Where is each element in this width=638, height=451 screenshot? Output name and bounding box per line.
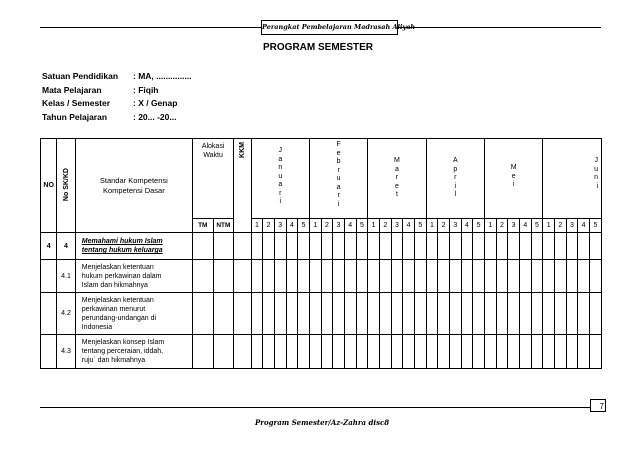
empty-cell xyxy=(234,233,251,260)
empty-cell xyxy=(356,293,368,335)
week-number: 2 xyxy=(554,219,566,233)
empty-cell xyxy=(566,260,578,293)
empty-cell xyxy=(321,335,333,369)
empty-cell xyxy=(438,260,450,293)
col-tm-label: TM xyxy=(198,222,208,229)
week-number: 1 xyxy=(543,219,555,233)
week-number: 5 xyxy=(531,219,543,233)
info-label: Mata Pelajaran xyxy=(42,84,102,95)
week-number: 4 xyxy=(578,219,590,233)
empty-cell xyxy=(368,293,380,335)
empty-cell xyxy=(286,233,298,260)
cell-competency xyxy=(75,233,192,260)
month-name xyxy=(427,157,484,200)
col-kkm-label: KKM xyxy=(238,142,246,158)
empty-cell xyxy=(589,293,601,335)
empty-cell xyxy=(554,293,566,335)
col-alokasi-label-1: Alokasi xyxy=(201,143,225,150)
cell-sk: 4 xyxy=(57,233,75,260)
col-kkm-header xyxy=(234,139,251,233)
month-name xyxy=(485,164,542,190)
month-letter: n xyxy=(278,164,283,171)
table-row xyxy=(41,233,602,260)
competency-line: tentang perceraian, iddah, xyxy=(81,348,164,355)
week-number: 1 xyxy=(484,219,496,233)
empty-cell xyxy=(473,293,485,335)
col-sk-label: No SK/KD xyxy=(62,167,70,202)
empty-cell xyxy=(356,260,368,293)
empty-cell xyxy=(333,293,345,335)
header-banner: Perangkat Pembelajaran Madrasah Aliyah xyxy=(261,20,398,35)
month-letter: i xyxy=(596,182,598,190)
month-letter: r xyxy=(454,174,457,181)
cell-no xyxy=(41,293,57,335)
empty-cell xyxy=(309,293,321,335)
footer-text: Program Semester/Az-Zahra disc8 xyxy=(255,418,390,427)
month-letter: a xyxy=(278,181,283,188)
week-number: 5 xyxy=(298,219,310,233)
empty-cell xyxy=(321,260,333,293)
empty-cell xyxy=(263,233,275,260)
col-alokasi-label-2: Waktu xyxy=(203,152,223,159)
empty-cell xyxy=(263,260,275,293)
info-block xyxy=(42,70,192,124)
empty-cell xyxy=(356,335,368,369)
empty-cell xyxy=(543,260,555,293)
month-name xyxy=(543,157,601,191)
week-number: 3 xyxy=(274,219,286,233)
empty-cell xyxy=(543,335,555,369)
empty-cell xyxy=(414,293,426,335)
month-letter: a xyxy=(278,155,283,163)
week-number: 2 xyxy=(263,219,275,233)
empty-cell xyxy=(403,335,415,369)
week-number: 1 xyxy=(368,219,380,233)
empty-cell xyxy=(566,233,578,260)
week-number: 2 xyxy=(496,219,508,233)
empty-cell xyxy=(508,260,520,293)
empty-cell xyxy=(379,293,391,335)
empty-cell xyxy=(426,293,438,335)
week-number: 1 xyxy=(251,219,263,233)
cell-no xyxy=(41,335,57,369)
info-row-kelas xyxy=(42,97,192,111)
empty-cell xyxy=(234,260,251,293)
month-header xyxy=(543,139,602,219)
empty-cell xyxy=(554,233,566,260)
col-standar-label-1: Standar Kompetensi xyxy=(99,175,168,185)
empty-cell xyxy=(234,335,251,369)
empty-cell xyxy=(508,233,520,260)
empty-cell xyxy=(391,335,403,369)
empty-cell xyxy=(286,260,298,293)
empty-cell xyxy=(274,335,286,369)
empty-cell xyxy=(543,233,555,260)
month-letter: M xyxy=(394,157,400,164)
empty-cell xyxy=(438,335,450,369)
cell-no: 4 xyxy=(41,233,57,260)
empty-cell xyxy=(496,335,508,369)
empty-cell xyxy=(251,260,263,293)
col-no-header xyxy=(41,139,57,233)
empty-cell xyxy=(263,293,275,335)
empty-cell xyxy=(566,335,578,369)
month-letter: A xyxy=(452,157,458,164)
empty-cell xyxy=(589,233,601,260)
month-letter: u xyxy=(336,175,341,182)
empty-cell xyxy=(344,260,356,293)
empty-cell xyxy=(531,233,543,260)
col-ntm-header xyxy=(213,219,234,233)
empty-cell xyxy=(321,233,333,260)
week-number: 4 xyxy=(403,219,415,233)
competency-line: Memahami hukum Islam xyxy=(81,238,163,245)
empty-cell xyxy=(274,293,286,335)
month-letter: l xyxy=(454,191,457,198)
empty-cell xyxy=(368,233,380,260)
empty-cell xyxy=(251,293,263,335)
empty-cell xyxy=(403,260,415,293)
col-standar-header xyxy=(75,139,192,233)
empty-cell xyxy=(426,260,438,293)
info-value: : MA, ............... xyxy=(133,71,192,81)
info-row-tahun xyxy=(42,111,192,125)
footer-rule xyxy=(40,407,600,408)
week-number: 2 xyxy=(321,219,333,233)
month-letter: r xyxy=(395,174,399,181)
empty-cell xyxy=(554,335,566,369)
empty-cell xyxy=(414,260,426,293)
empty-cell xyxy=(473,260,485,293)
col-alokasi-header xyxy=(192,139,233,219)
week-number: 4 xyxy=(344,219,356,233)
empty-cell xyxy=(496,260,508,293)
empty-cell xyxy=(379,233,391,260)
empty-cell xyxy=(519,335,531,369)
empty-cell xyxy=(461,335,473,369)
empty-cell xyxy=(508,293,520,335)
empty-cell xyxy=(333,233,345,260)
month-letter: b xyxy=(336,158,341,165)
col-sk-header xyxy=(57,139,75,233)
empty-cell xyxy=(213,335,234,369)
empty-cell xyxy=(414,233,426,260)
week-number: 3 xyxy=(391,219,403,233)
empty-cell xyxy=(213,260,234,293)
month-letter: F xyxy=(336,141,341,148)
competency-line: perkawinan menurut xyxy=(81,305,146,313)
month-letter: M xyxy=(510,164,517,171)
month-letter: a xyxy=(336,183,341,191)
month-letter: r xyxy=(337,192,340,199)
empty-cell xyxy=(461,293,473,335)
month-letter: t xyxy=(395,191,398,198)
empty-cell xyxy=(473,233,485,260)
col-tm-header xyxy=(192,219,213,233)
empty-cell xyxy=(286,293,298,335)
empty-cell xyxy=(484,293,496,335)
empty-cell xyxy=(519,260,531,293)
empty-cell xyxy=(589,335,601,369)
competency-line: perundang-undangan di xyxy=(81,314,157,322)
empty-cell xyxy=(484,260,496,293)
week-number: 4 xyxy=(461,219,473,233)
competency-line: Menjelaskan ketentuan xyxy=(81,263,154,271)
competency-line: ruju` dan hikmahnya xyxy=(81,357,146,364)
empty-cell xyxy=(251,233,263,260)
competency-line: Menjelaskan konsep Islam xyxy=(81,339,165,346)
empty-cell xyxy=(461,233,473,260)
program-semester-table xyxy=(40,138,602,369)
table-row xyxy=(41,293,602,335)
info-label: Satuan Pendidikan xyxy=(42,71,119,81)
empty-cell xyxy=(192,233,213,260)
info-value: : Fiqih xyxy=(133,84,159,95)
week-number: 2 xyxy=(438,219,450,233)
cell-competency xyxy=(75,335,192,369)
empty-cell xyxy=(309,233,321,260)
week-number: 5 xyxy=(414,219,426,233)
empty-cell xyxy=(426,335,438,369)
empty-cell xyxy=(426,233,438,260)
info-value: : X / Genap xyxy=(133,98,178,108)
empty-cell xyxy=(213,233,234,260)
month-header xyxy=(309,139,367,219)
empty-cell xyxy=(344,293,356,335)
week-number: 1 xyxy=(426,219,438,233)
cell-sk: 4.3 xyxy=(57,335,75,369)
month-letter: i xyxy=(279,198,282,205)
month-letter: r xyxy=(279,189,282,197)
week-number: 3 xyxy=(566,219,578,233)
empty-cell xyxy=(368,335,380,369)
empty-cell xyxy=(578,293,590,335)
week-number: 4 xyxy=(519,219,531,233)
empty-cell xyxy=(449,260,461,293)
month-letter: e xyxy=(395,182,399,190)
empty-cell xyxy=(213,293,234,335)
empty-cell xyxy=(531,260,543,293)
week-number: 5 xyxy=(356,219,368,233)
empty-cell xyxy=(192,335,213,369)
week-number: 3 xyxy=(449,219,461,233)
page-number: 7 xyxy=(590,399,606,412)
empty-cell xyxy=(484,335,496,369)
empty-cell xyxy=(321,293,333,335)
month-letter: p xyxy=(453,165,458,173)
empty-cell xyxy=(333,335,345,369)
month-letter: u xyxy=(594,165,598,173)
empty-cell xyxy=(379,260,391,293)
cell-sk: 4.2 xyxy=(57,293,75,335)
empty-cell xyxy=(578,335,590,369)
competency-line: hukum perkawinan dalam xyxy=(81,272,162,280)
empty-cell xyxy=(531,335,543,369)
empty-cell xyxy=(578,260,590,293)
month-letter: e xyxy=(511,172,516,180)
month-letter: i xyxy=(337,200,340,208)
empty-cell xyxy=(251,335,263,369)
info-label: Kelas / Semester xyxy=(42,98,111,108)
empty-cell xyxy=(298,293,310,335)
month-name xyxy=(368,157,425,200)
empty-cell xyxy=(298,335,310,369)
table-row xyxy=(41,335,602,369)
empty-cell xyxy=(391,233,403,260)
empty-cell xyxy=(274,260,286,293)
empty-cell xyxy=(543,293,555,335)
empty-cell xyxy=(578,233,590,260)
empty-cell xyxy=(554,260,566,293)
info-row-satuan xyxy=(42,70,192,84)
empty-cell xyxy=(286,335,298,369)
week-number: 2 xyxy=(379,219,391,233)
info-label: Tahun Pelajaran xyxy=(42,111,108,122)
month-letter: J xyxy=(278,147,283,154)
empty-cell xyxy=(496,293,508,335)
month-letter: a xyxy=(395,165,399,173)
week-number: 5 xyxy=(589,219,601,233)
cell-sk: 4.1 xyxy=(57,260,75,293)
month-letter: i xyxy=(512,181,515,188)
empty-cell xyxy=(391,260,403,293)
month-name xyxy=(252,147,309,207)
month-header xyxy=(484,139,542,219)
month-header xyxy=(426,139,484,219)
empty-cell xyxy=(298,260,310,293)
table-row xyxy=(41,260,602,293)
competency-line: Indonesia xyxy=(81,323,113,331)
empty-cell xyxy=(403,293,415,335)
empty-cell xyxy=(484,233,496,260)
empty-cell xyxy=(531,293,543,335)
cell-no xyxy=(41,260,57,293)
info-value: : 20... -20... xyxy=(133,111,177,122)
empty-cell xyxy=(379,335,391,369)
month-letter: r xyxy=(337,166,340,174)
competency-line: Islam dan hikmahnya xyxy=(81,281,148,289)
empty-cell xyxy=(449,233,461,260)
empty-cell xyxy=(508,335,520,369)
month-header xyxy=(368,139,426,219)
empty-cell xyxy=(368,260,380,293)
empty-cell xyxy=(356,233,368,260)
week-number: 3 xyxy=(333,219,345,233)
empty-cell xyxy=(192,260,213,293)
empty-cell xyxy=(473,335,485,369)
empty-cell xyxy=(344,233,356,260)
page-title: PROGRAM SEMESTER xyxy=(263,42,374,53)
empty-cell xyxy=(519,293,531,335)
week-number: 4 xyxy=(286,219,298,233)
month-letter: u xyxy=(278,172,283,180)
month-letter: e xyxy=(336,149,341,157)
empty-cell xyxy=(309,260,321,293)
empty-cell xyxy=(192,293,213,335)
col-standar-label-2: Kompetensi Dasar xyxy=(103,185,165,195)
empty-cell xyxy=(391,293,403,335)
month-letter: J xyxy=(594,157,598,164)
month-header xyxy=(251,139,309,219)
competency-line: tentang hukum keluarga xyxy=(81,247,163,254)
month-letter: i xyxy=(454,182,457,190)
empty-cell xyxy=(414,335,426,369)
empty-cell xyxy=(519,233,531,260)
empty-cell xyxy=(449,293,461,335)
month-letter: n xyxy=(594,174,598,181)
empty-cell xyxy=(438,233,450,260)
empty-cell xyxy=(566,293,578,335)
empty-cell xyxy=(263,335,275,369)
week-number: 1 xyxy=(309,219,321,233)
empty-cell xyxy=(496,233,508,260)
competency-line: Menjelaskan ketentuan xyxy=(81,296,154,304)
week-number: 5 xyxy=(473,219,485,233)
col-ntm-label: NTM xyxy=(216,222,231,229)
empty-cell xyxy=(461,260,473,293)
week-number: 3 xyxy=(508,219,520,233)
empty-cell xyxy=(274,233,286,260)
month-name xyxy=(310,141,367,209)
empty-cell xyxy=(403,233,415,260)
empty-cell xyxy=(234,293,251,335)
col-no-label: NO xyxy=(43,182,54,189)
info-row-mapel xyxy=(42,84,192,98)
empty-cell xyxy=(309,335,321,369)
cell-competency xyxy=(75,260,192,293)
empty-cell xyxy=(333,260,345,293)
empty-cell xyxy=(449,335,461,369)
empty-cell xyxy=(298,233,310,260)
empty-cell xyxy=(589,260,601,293)
cell-competency xyxy=(75,293,192,335)
empty-cell xyxy=(438,293,450,335)
empty-cell xyxy=(344,335,356,369)
